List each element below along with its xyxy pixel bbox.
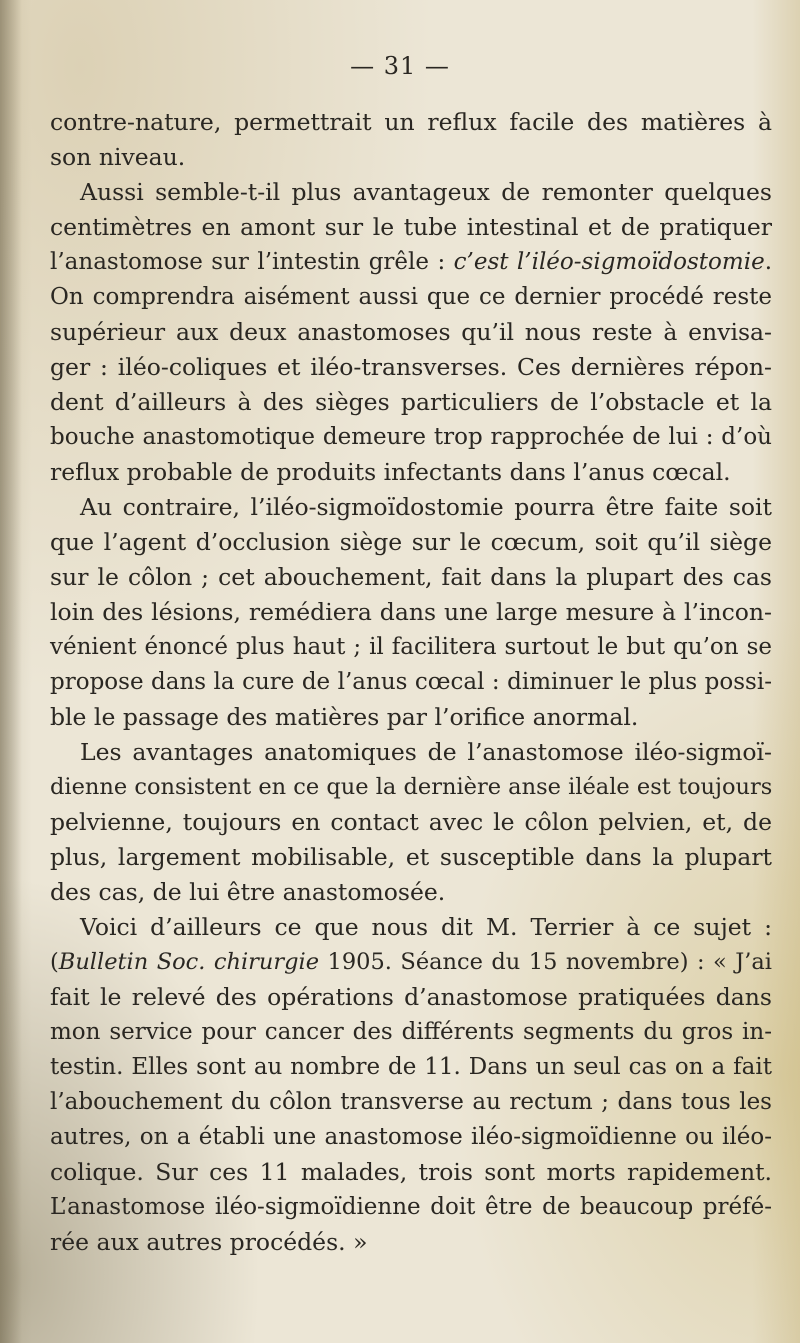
text-line: pelvienne, toujours en contact avec le côlon pelvien, et, de (50, 808, 772, 836)
line-text-post: . (764, 249, 772, 275)
text-line: des cas, de lui être anastomosée. (50, 878, 446, 906)
text-line: loin des lésions, remédiera dans une large mesure à l’incon- (50, 598, 772, 626)
text-line: testin. Elles sont au nombre de 11. Dans un seul cas on a fait (50, 1054, 772, 1080)
text-line: contre-nature, permettrait un reflux facile des matières à (50, 108, 772, 136)
text-line: propose dans la cure de l’anus cœcal : diminuer le plus possi- (50, 669, 772, 695)
line-text-pre: ( (50, 949, 59, 975)
body-text (50, 105, 772, 1260)
text-line: supérieur aux deux anastomoses qu’il nous reste à envisa- (50, 318, 772, 346)
text-line: son niveau. (50, 143, 186, 171)
text-line: dent d’ailleurs à des sièges particuliers de l’obstacle et la (50, 388, 772, 416)
text-line: que l’agent d’occlusion siège sur le cœcum, soit qu’il siège (50, 528, 772, 556)
text-line: ble le passage des matières par l’orifice anormal. (50, 703, 639, 731)
binding-shadow (0, 0, 22, 1343)
text-line (50, 945, 772, 980)
text-line: vénient énoncé plus haut ; il facilitera surtout le but qu’on se (50, 634, 772, 660)
text-line: rée aux autres procédés. » (50, 1228, 368, 1256)
text-line: reflux probable de produits infectants dans l’anus cœcal. (50, 458, 731, 486)
text-line: On comprendra aisément aussi que ce dernier procédé reste (50, 284, 772, 310)
text-line: mon service pour cancer des différents segments du gros in- (50, 1019, 772, 1045)
page-number: — 31 — (350, 52, 450, 80)
line-text-post: 1905. Séance du 15 novembre) : « J’ai (319, 949, 772, 975)
text-line: Voici d’ailleurs ce que nous dit M. Terrier à ce sujet : (80, 913, 772, 941)
text-line: Aussi semble-t-il plus avantageux de remonter quelques (80, 178, 772, 206)
text-line: Au contraire, l’iléo-sigmoïdostomie pourra être faite soit (80, 493, 772, 521)
text-line (50, 245, 772, 280)
line-text-italic: c’est l’iléo-sigmoïdostomie (453, 249, 765, 275)
text-line: Les avantages anatomiques de l’anastomose iléo-sigmoï- (80, 738, 772, 766)
text-line: bouche anastomotique demeure trop rapprochée de lui : d’où (50, 424, 772, 450)
text-line: dienne consistent en ce que la dernière anse iléale est toujours (50, 774, 773, 800)
text-line: centimètres en amont sur le tube intestinal et de pratiquer (50, 213, 772, 241)
text-line: sur le côlon ; cet abouchement, fait dans la plupart des cas (50, 563, 772, 591)
text-line: ger : iléo-coliques et iléo-transverses. Ces dernières répon- (50, 353, 772, 381)
text-line: l’abouchement du côlon transverse au rectum ; dans tous les (50, 1089, 772, 1115)
line-text-italic: Bulletin Soc. chirurgie (58, 949, 320, 975)
text-line: L’anastomose iléo-sigmoïdienne doit être de beaucoup préfé- (50, 1194, 772, 1220)
text-line: fait le relevé des opérations d’anastomose pratiquées dans (50, 983, 772, 1011)
text-line: plus, largement mobilisable, et susceptible dans la plupart (50, 843, 772, 871)
text-line: autres, on a établi une anastomose iléo-sigmoïdienne ou iléo- (50, 1124, 772, 1150)
line-text-pre: l’anastomose sur l’intestin grêle : (50, 249, 454, 275)
text-line: colique. Sur ces 11 malades, trois sont morts rapidement. (50, 1158, 772, 1186)
